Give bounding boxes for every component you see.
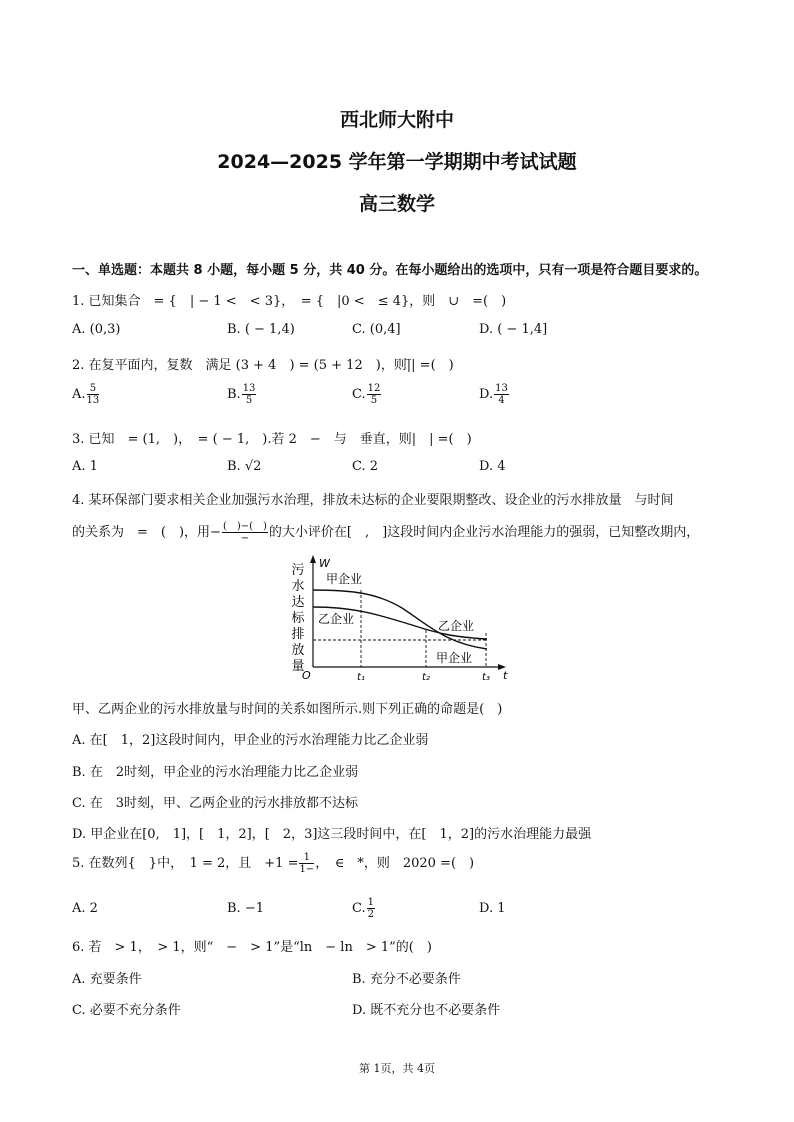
q2-option-a-fraction xyxy=(87,383,100,406)
fig-vlabel-5: 放 xyxy=(291,643,305,658)
q5-c-num: 1 xyxy=(367,897,374,908)
q4-option-b: B. 在 2时刻，甲企业的污水治理能力比乙企业弱 xyxy=(72,765,359,780)
q6-option-c: C. 必要不充分条件 xyxy=(72,1003,181,1018)
fig-label-yi-right: 乙企业 xyxy=(438,619,475,633)
question-3-stem: 3. 已知 = (1, )， = ( − 1, ).若 2 − 与 垂直，则| | =( ) xyxy=(72,432,472,447)
q4-line2-a: 的关系为 = ( )，用− xyxy=(72,525,221,540)
q5-option-a: A. 2 xyxy=(72,901,98,916)
q5-option-c xyxy=(352,897,376,920)
question-4-line2 xyxy=(72,521,699,544)
fig-vlabel-3: 标 xyxy=(291,611,305,626)
fig-vlabel-4: 排 xyxy=(291,627,305,642)
q2-option-b-fraction xyxy=(242,383,257,406)
fig-vlabel-6: 量 xyxy=(291,659,305,674)
q5-stem-b: ， ∈ *，则 2020 =( ) xyxy=(315,856,475,871)
q6-option-d: D. 既不充分也不必要条件 xyxy=(352,1003,501,1018)
q2-c-num: 12 xyxy=(367,383,381,394)
q2-option-c-label: C. xyxy=(352,387,366,402)
q2-c-den: 5 xyxy=(370,395,378,406)
q2-option-d-label: D. xyxy=(479,387,494,402)
q1-option-c: C. (0,4] xyxy=(352,322,401,337)
q2-option-c xyxy=(352,383,382,406)
q5-frac-den: 1− xyxy=(299,864,315,875)
q4-line2-fraction xyxy=(222,521,268,544)
section-heading: 一、单选题：本题共 8 小题，每小题 5 分，共 40 分。在每小题给出的选项中，只有一项是符合题目要求的。 xyxy=(72,263,708,278)
q5-option-c-label: C. xyxy=(352,901,366,916)
q2-option-d-fraction xyxy=(494,383,509,406)
question-4-line1: 4. 某环保部门要求相关企业加强污水治理，排放未达标的企业要限期整改、设企业的污水排放量 与时间 xyxy=(72,493,674,508)
q2-option-a-label: A. xyxy=(72,387,86,402)
q2-option-a xyxy=(72,383,100,406)
school-title: 西北师大附中 xyxy=(339,109,454,131)
q3-option-d: D. 4 xyxy=(479,459,506,474)
exam-title: 2024—2025 学年第一学期期中考试试题 xyxy=(217,151,577,173)
fig-label-jia-right: 甲企业 xyxy=(436,651,473,665)
fig-tick-t3: t₃ xyxy=(482,672,490,683)
q6-option-a: A. 充要条件 xyxy=(72,972,142,987)
fig-x-axis-label: t xyxy=(503,669,508,682)
fig-tick-t2: t₂ xyxy=(422,672,430,683)
q5-option-c-fraction xyxy=(367,897,375,920)
question-4-line3: 甲、乙两企业的污水排放量与时间的关系如图所示.则下列正确的命题是( ) xyxy=(72,702,503,717)
fig-origin-label: O xyxy=(302,669,311,682)
question-1-stem: 1. 已知集合 = { | − 1 < < 3}， = { |0 < ≤ 4}，则 ∪ =( ) xyxy=(72,294,507,309)
q2-d-den: 4 xyxy=(498,395,505,406)
q4-line2-num: ( )−( ) xyxy=(222,521,267,532)
fig-y-arrow xyxy=(310,555,316,563)
fig-label-yi-mid: 乙企业 xyxy=(318,612,355,626)
fig-vlabel-0: 污 xyxy=(291,563,305,578)
fig-label-jia-top: 甲企业 xyxy=(326,572,363,586)
q2-a-den: 13 xyxy=(86,395,100,406)
q2-a-num: 5 xyxy=(87,383,100,395)
q2-option-d xyxy=(479,383,510,406)
q3-option-c: C. 2 xyxy=(352,459,379,474)
q5-option-b: B. −1 xyxy=(227,901,264,916)
q3-option-b: B. √2 xyxy=(227,459,262,474)
q2-option-b xyxy=(227,383,257,406)
q4-figure xyxy=(282,553,514,683)
q5-stem-fraction xyxy=(299,852,314,875)
q5-option-d: D. 1 xyxy=(479,901,506,916)
question-6-stem: 6. 若 > 1， > 1，则“ − > 1”是“ln − ln > 1”的( ) xyxy=(72,940,432,955)
q2-b-num: 13 xyxy=(242,383,256,394)
q4-line2-den: − xyxy=(240,533,250,544)
q4-option-d: D. 甲企业在[0, 1]，[ 1，2]，[ 2，3]这三段时间中，在[ 1，2]的污水治理能力最强 xyxy=(72,827,592,842)
q3-option-a: A. 1 xyxy=(72,459,98,474)
q5-frac-num: 1 xyxy=(299,852,314,864)
q5-stem-a: 5. 在数列{ }中， 1 = 2，且 +1 = xyxy=(72,856,299,871)
q1-option-a: A. (0,3) xyxy=(72,322,121,337)
page-footer: 第 1页，共 4页 xyxy=(359,1062,435,1075)
fig-tick-t1: t₁ xyxy=(357,672,365,683)
q6-option-b: B. 充分不必要条件 xyxy=(352,972,461,987)
q5-c-den: 2 xyxy=(367,909,374,920)
q2-option-b-label: B. xyxy=(227,387,241,402)
q1-option-b: B. ( − 1,4) xyxy=(227,322,295,337)
subject-title: 高三数学 xyxy=(358,193,435,215)
q4-line2-b: 的大小评价在[ , ]这段时间内企业污水治理能力的强弱，已知整改期内， xyxy=(268,525,700,540)
q4-option-c: C. 在 3时刻，甲、乙两企业的污水排放都不达标 xyxy=(72,796,359,811)
q2-b-den: 5 xyxy=(245,395,253,406)
q2-d-num: 13 xyxy=(495,383,508,394)
fig-vlabel-2: 达 xyxy=(291,595,305,610)
question-2-stem: 2. 在复平面内，复数 满足 (3 + 4 ) = (5 + 12 )，则|̅| =( ) xyxy=(72,358,454,373)
q1-option-d: D. ( − 1,4] xyxy=(479,322,548,337)
q4-option-a: A. 在[ 1，2]这段时间内，甲企业的污水治理能力比乙企业弱 xyxy=(72,733,429,748)
fig-y-axis-label: W xyxy=(319,557,330,570)
q2-option-c-fraction xyxy=(367,383,382,406)
fig-vlabel-1: 水 xyxy=(291,579,305,594)
question-5-stem xyxy=(72,852,474,875)
